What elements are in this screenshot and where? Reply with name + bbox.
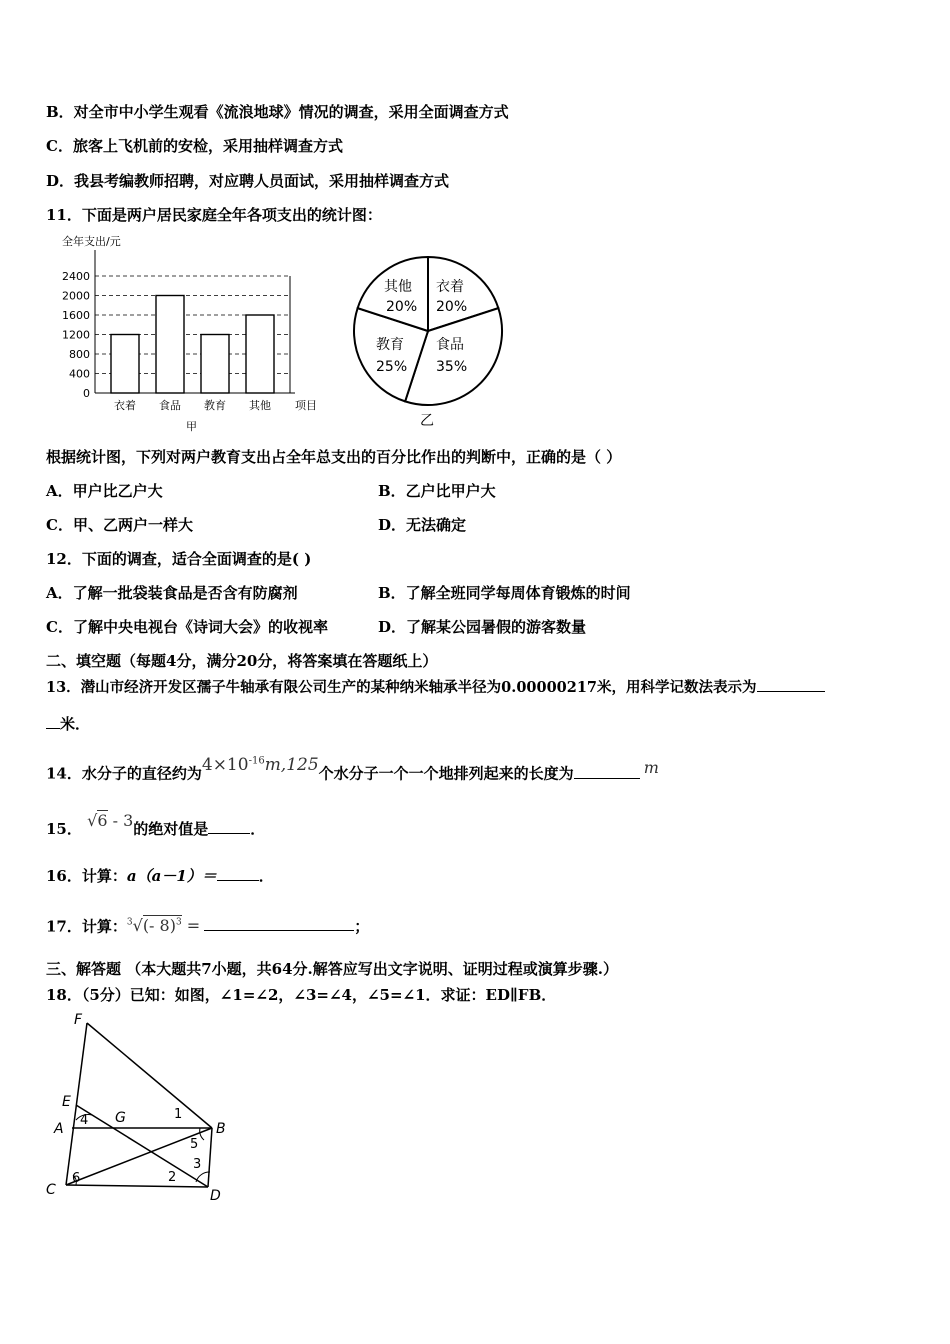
point-a: A bbox=[54, 1121, 64, 1137]
angle-1: 1 bbox=[174, 1107, 183, 1122]
q17-radicand-wrap bbox=[143, 915, 182, 935]
bar-chart-ytick-label: 400 bbox=[69, 367, 90, 381]
q15-radicand: 6 bbox=[97, 811, 108, 830]
q13-answer-blank[interactable] bbox=[757, 677, 825, 692]
angle-6: 6 bbox=[72, 1171, 81, 1186]
line-e-d bbox=[76, 1105, 208, 1187]
bar-chart-category-label: 其他 bbox=[249, 399, 271, 412]
pie-label-clothing: 衣着 bbox=[436, 279, 464, 295]
bar-chart-title: 甲 bbox=[186, 420, 197, 433]
pie-label-education: 教育 bbox=[376, 337, 404, 353]
q14-math-exp: -16 bbox=[248, 755, 265, 766]
q11-option-b: B．乙户比甲户大 bbox=[378, 482, 496, 500]
q17-radicand: (- 8) bbox=[142, 916, 176, 936]
q11-option-a: A．甲户比乙户大 bbox=[46, 482, 163, 500]
q13-text bbox=[46, 677, 825, 698]
q17-text bbox=[46, 913, 369, 936]
q16-pre: 16．计算： bbox=[46, 867, 127, 885]
q12-option-c: C．了解中央电视台《诗词大会》的收视率 bbox=[46, 618, 328, 636]
q15-answer-blank[interactable] bbox=[208, 819, 250, 834]
point-e: E bbox=[62, 1094, 71, 1110]
point-c: C bbox=[46, 1182, 56, 1198]
angle-5-arc bbox=[200, 1128, 204, 1140]
q11-option-d: D．无法确定 bbox=[378, 516, 467, 534]
q10-option-d: D．我县考编教师招聘，对应聘人员面试，采用抽样调查方式 bbox=[46, 172, 450, 190]
q14-unit: m bbox=[643, 757, 659, 777]
bar-chart-ytick-label: 2400 bbox=[62, 270, 90, 283]
bar-其他 bbox=[246, 315, 274, 393]
pie-pct-education: 25% bbox=[376, 359, 408, 375]
q15-end: ． bbox=[250, 820, 266, 838]
bar-chart-ytick-label: 800 bbox=[69, 348, 90, 361]
point-d: D bbox=[210, 1188, 221, 1204]
bar-chart-ylabel: 全年支出/元 bbox=[62, 235, 121, 248]
pie-chart-yi bbox=[348, 225, 508, 435]
section2-heading: 二、填空题（每题4分，满分20分，将答案填在答题纸上） bbox=[46, 652, 438, 670]
pie-chart-title: 乙 bbox=[420, 413, 434, 429]
q10-option-b: B．对全市中小学生观看《流浪地球》情况的调查，采用全面调查方式 bbox=[46, 103, 509, 121]
q11-question: 根据统计图，下列对两户教育支出占全年总支出的百分比作出的判断中，正确的是（ ） bbox=[46, 448, 622, 466]
bar-chart-ytick-label: 1200 bbox=[62, 328, 90, 342]
pie-pct-clothing: 20% bbox=[436, 299, 468, 315]
angle-3: 3 bbox=[193, 1157, 202, 1172]
q15-math: √6 - 3 bbox=[87, 811, 134, 830]
q16-answer-blank[interactable] bbox=[217, 866, 259, 881]
q15-pre: 15． bbox=[46, 820, 82, 838]
q12-option-b: B．了解全班同学每周体育锻炼的时间 bbox=[378, 584, 631, 602]
q15-post: 的绝对值是 bbox=[133, 820, 209, 838]
line-c-d bbox=[66, 1185, 208, 1187]
q16-text bbox=[46, 866, 274, 886]
q17-eq: = bbox=[186, 916, 201, 936]
q14-math-base: 4×10 bbox=[201, 754, 249, 775]
q16-expr: a（a－1）＝ bbox=[126, 867, 217, 885]
q11-option-c: C．甲、乙两户一样大 bbox=[46, 516, 193, 534]
angle-2: 2 bbox=[168, 1170, 177, 1185]
bar-chart-category-label: 教育 bbox=[204, 399, 226, 412]
q14-answer-blank[interactable] bbox=[574, 764, 640, 779]
q14-math-tail: m,125 bbox=[264, 754, 319, 775]
pie-label-food: 食品 bbox=[436, 337, 464, 353]
q14-text bbox=[46, 754, 659, 784]
bar-chart-xlabel: 项目 bbox=[295, 399, 317, 412]
q13-answer-blank-cont[interactable] bbox=[46, 714, 60, 729]
q12-option-a: A．了解一批袋装食品是否含有防腐剂 bbox=[46, 584, 298, 602]
q13-tail bbox=[46, 714, 90, 734]
section3-heading: 三、解答题 （本大题共7小题，共64分.解答应写出文字说明、证明过程或演算步骤.） bbox=[46, 960, 618, 978]
q15-minus: - 3 bbox=[112, 811, 134, 830]
point-f: F bbox=[74, 1012, 83, 1028]
q17-exp: 3 bbox=[175, 918, 182, 928]
q12-stem: 12．下面的调查，适合全面调查的是( ) bbox=[46, 550, 312, 568]
bar-食品 bbox=[156, 296, 184, 394]
bar-chart-ytick-label: 0 bbox=[83, 387, 90, 400]
q17-math: $^3$√(- 8)$^3$ = bbox=[126, 916, 201, 936]
q14-math bbox=[202, 755, 319, 775]
q17-answer-blank[interactable] bbox=[204, 916, 354, 931]
bar-chart-ytick-label: 1600 bbox=[62, 309, 90, 322]
q14-post: 个水分子一个一个地排列起来的长度为 bbox=[318, 764, 574, 783]
bar-教育 bbox=[201, 335, 229, 394]
pie-pct-food: 35% bbox=[436, 359, 468, 375]
pie-pct-other: 20% bbox=[386, 299, 418, 315]
q17-pre: 17．计算： bbox=[46, 917, 127, 936]
angle-5: 5 bbox=[190, 1137, 199, 1152]
bar-chart-category-label: 食品 bbox=[159, 399, 181, 412]
q18-text: 18．（5分）已知：如图，∠1=∠2，∠3=∠4，∠5=∠1．求证：ED∥FB． bbox=[46, 986, 557, 1004]
q13-body: 13．潜山市经济开发区孺子牛轴承有限公司生产的某种纳米轴承半径为0.00000217米，用科学记数法表示为 bbox=[46, 679, 757, 696]
bar-chart-ytick-label: 2000 bbox=[62, 289, 90, 303]
geometry-figure bbox=[40, 1010, 250, 1210]
q16-end: ． bbox=[258, 867, 274, 885]
pie-label-other: 其他 bbox=[384, 279, 412, 295]
point-b: B bbox=[216, 1121, 226, 1137]
q17-root-index: 3 bbox=[126, 918, 133, 928]
q17-end: ； bbox=[354, 917, 370, 936]
q10-option-c: C．旅客上飞机前的安检，采用抽样调查方式 bbox=[46, 137, 343, 155]
q14-pre: 14．水分子的直径约为 bbox=[46, 764, 202, 783]
q13-unit: 米． bbox=[60, 715, 91, 733]
bar-衣着 bbox=[111, 335, 139, 394]
point-g: G bbox=[115, 1110, 126, 1126]
line-b-d bbox=[208, 1128, 212, 1187]
angle-4: 4 bbox=[80, 1113, 89, 1128]
bar-chart-category-label: 衣着 bbox=[114, 399, 136, 412]
line-f-b bbox=[87, 1023, 212, 1128]
q15-text bbox=[46, 811, 266, 839]
q11-stem: 11．下面是两户居民家庭全年各项支出的统计图： bbox=[46, 206, 382, 224]
q12-option-d: D．了解某公园暑假的游客数量 bbox=[378, 618, 587, 636]
bar-chart-jia bbox=[40, 228, 340, 438]
